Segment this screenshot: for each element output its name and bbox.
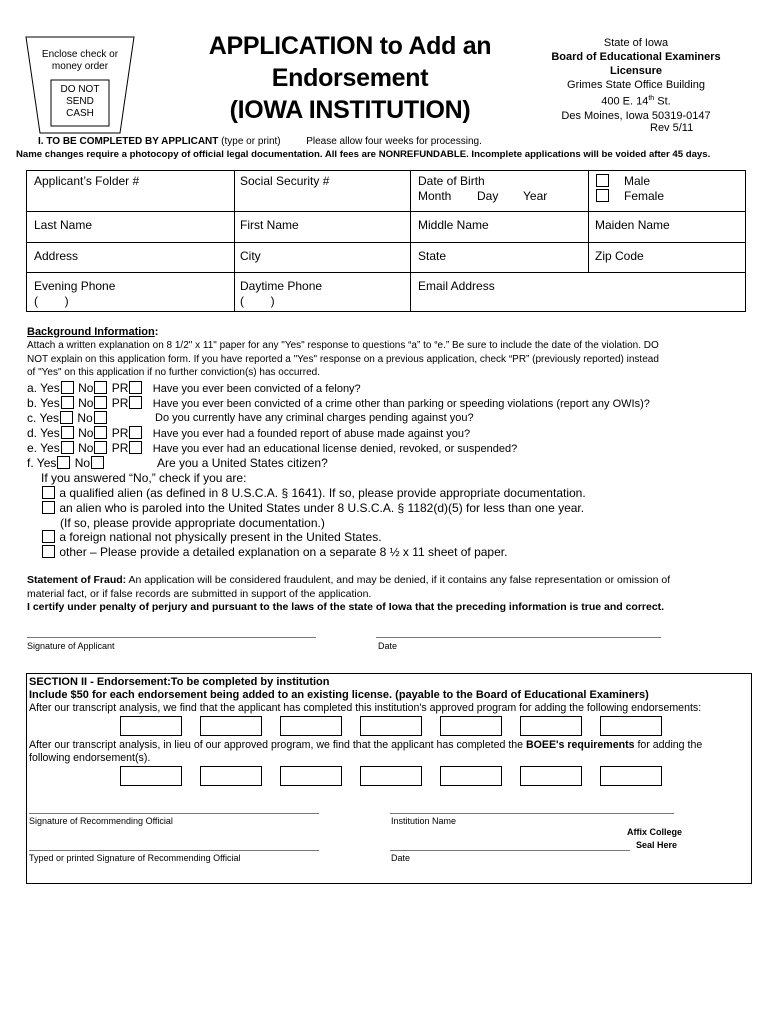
email-field[interactable]: Email Address	[418, 279, 495, 293]
boee-endorsement-box-4[interactable]	[360, 766, 422, 786]
badge-inner-3: CASH	[66, 108, 94, 119]
section2-title: SECTION II - Endorsement:To be completed by institution	[29, 676, 330, 688]
question-a: a. Yes No PR Have you ever been convicted of a felony?	[27, 381, 361, 395]
dob-day[interactable]: Day	[477, 189, 499, 203]
official-signature-line[interactable]	[29, 813, 319, 814]
background-heading: Background Information:	[27, 326, 159, 338]
question-f: f. Yes No	[27, 456, 105, 470]
section2-transcript-1: After our transcript analysis, we find that the applicant has completed this institution's approved program for adding the following endorsements:	[29, 702, 702, 714]
q-e-no-checkbox[interactable]	[94, 441, 107, 454]
address-field[interactable]: Address	[34, 249, 79, 263]
q-e-pr-checkbox[interactable]	[129, 441, 142, 454]
if-no-heading: If you answered “No,” check if you are:	[41, 471, 247, 485]
boee-endorsement-box-6[interactable]	[520, 766, 582, 786]
agency-building: Grimes State Office Building	[567, 79, 705, 91]
page-title	[190, 30, 510, 126]
option-paroled-alien: an alien who is paroled into the United States under 8 U.S.C.A. § 1182(d)(5) for less than one year.	[41, 501, 584, 515]
revision-label: Rev 5/11	[650, 122, 694, 134]
endorsement-box-3[interactable]	[280, 716, 342, 736]
option-qualified-alien: a qualified alien (as defined in 8 U.S.C.A. § 1641). If so, please provide appropriate documentation.	[41, 486, 586, 500]
boee-endorsement-box-1[interactable]	[120, 766, 182, 786]
title-line-3: (IOWA INSTITUTION)	[229, 96, 471, 124]
dob-label: Date of Birth	[418, 174, 485, 188]
badge-line-1: Enclose check or	[41, 49, 119, 60]
background-instructions: Attach a written explanation on 8 1/2" x 11" paper for any "Yes" response to questions “a” to “e.” Be sure to include the date of the violation. DO NOT explain on this application form. If you have reported a "Yes" response on a previous application, check “PR” (previously reported) instead of "Yes" on this application if no further conviction(s) has occurred.	[27, 340, 659, 378]
seal-label-2: Seal Here	[635, 840, 677, 850]
q-b-yes-checkbox[interactable]	[61, 396, 74, 409]
fraud-statement: Statement of Fraud: An application will be considered fraudulent, and may be denied, if it contains any false representation or omission of material fact, or if false records are submitted in support of the application. I certify under penalty of perjury and pursuant to the laws of the state of Iowa that the preceding information is true and correct.	[27, 574, 671, 613]
last-name-field[interactable]: Last Name	[34, 218, 93, 232]
seal-label-1: Affix College	[626, 827, 682, 837]
institution-name-line[interactable]	[390, 813, 674, 814]
applicant-date-label: Date	[378, 641, 398, 651]
boee-endorsement-box-2[interactable]	[200, 766, 262, 786]
endorsement-box-2[interactable]	[200, 716, 262, 736]
zip-field[interactable]: Zip Code	[595, 249, 644, 263]
male-option[interactable]: Male	[595, 174, 650, 189]
agency-state: State of Iowa	[603, 37, 669, 49]
typed-signature-line[interactable]	[29, 850, 319, 851]
q-f-no-checkbox[interactable]	[91, 456, 104, 469]
evening-phone-field[interactable]: ( )	[34, 294, 69, 308]
option-paroled-cont: (If so, please provide appropriate documentation.)	[60, 516, 325, 530]
question-c-text: Do you currently have any criminal charges pending against you?	[155, 412, 474, 424]
q-c-yes-checkbox[interactable]	[60, 411, 73, 424]
q-a-no-checkbox[interactable]	[94, 381, 107, 394]
q-b-no-checkbox[interactable]	[94, 396, 107, 409]
female-option[interactable]: Female	[595, 189, 664, 204]
option-other: other – Please provide a detailed explanation on a separate 8 ½ x 11 sheet of paper.	[41, 545, 507, 559]
q-d-yes-checkbox[interactable]	[61, 426, 74, 439]
q-a-pr-checkbox[interactable]	[129, 381, 142, 394]
ssn-field[interactable]: Social Security #	[240, 174, 330, 188]
other-checkbox[interactable]	[42, 545, 55, 558]
agency-street: 400 E. 14th St.	[601, 95, 671, 108]
dob-month[interactable]: Month	[418, 189, 452, 203]
section2-date-label: Date	[391, 853, 411, 863]
boee-endorsement-box-5[interactable]	[440, 766, 502, 786]
folder-field[interactable]: Applicant’s Folder #	[34, 174, 140, 188]
female-checkbox[interactable]	[596, 189, 609, 202]
q-c-no-checkbox[interactable]	[94, 411, 107, 424]
q-b-pr-checkbox[interactable]	[129, 396, 142, 409]
question-c: c. Yes No	[27, 411, 108, 425]
processing-note: Please allow four weeks for processing.	[306, 136, 482, 147]
city-field[interactable]: City	[240, 249, 261, 263]
boee-endorsement-box-3[interactable]	[280, 766, 342, 786]
boee-endorsement-box-7[interactable]	[600, 766, 662, 786]
question-b: b. Yes No PR Have you ever been convicted of a crime other than parking or speeding violations (report any OWIs)?	[27, 396, 650, 410]
payment-notice-badge	[24, 35, 136, 135]
question-e: e. Yes No PR Have you ever had an educational license denied, revoked, or suspended?	[27, 441, 518, 455]
badge-line-2: money order	[51, 61, 109, 72]
dob-year[interactable]: Year	[523, 189, 548, 203]
fees-note: Name changes require a photocopy of official legal documentation. All fees are NONREFUNDABLE. Incomplete applications will be voided after 45 days.	[16, 149, 711, 160]
applicant-date-line[interactable]	[376, 637, 661, 638]
applicant-signature-line[interactable]	[27, 637, 316, 638]
applicant-signature-label: Signature of Applicant	[27, 641, 115, 651]
endorsement-box-7[interactable]	[600, 716, 662, 736]
evening-phone-label: Evening Phone	[34, 279, 116, 293]
q-f-yes-checkbox[interactable]	[57, 456, 70, 469]
agency-board: Board of Educational Examiners	[551, 51, 721, 63]
institution-name-label: Institution Name	[391, 816, 457, 826]
q-d-pr-checkbox[interactable]	[129, 426, 142, 439]
official-signature-label: Signature of Recommending Official	[29, 816, 173, 826]
endorsement-box-4[interactable]	[360, 716, 422, 736]
male-checkbox[interactable]	[596, 174, 609, 187]
daytime-phone-field[interactable]: ( )	[240, 294, 275, 308]
agency-licensure: Licensure	[610, 65, 662, 77]
paroled-alien-checkbox[interactable]	[42, 501, 55, 514]
endorsement-box-1[interactable]	[120, 716, 182, 736]
section2-date-line[interactable]	[390, 850, 630, 851]
section2-fee: Include $50 for each endorsement being added to an existing license. (payable to the Board of Educational Examiners)	[29, 689, 649, 701]
badge-inner-2: SEND	[66, 96, 94, 107]
agency-city: Des Moines, Iowa 50319-0147	[561, 109, 711, 122]
q-d-no-checkbox[interactable]	[94, 426, 107, 439]
qualified-alien-checkbox[interactable]	[42, 486, 55, 499]
title-line-1: APPLICATION to Add an	[208, 32, 492, 60]
option-foreign-national: a foreign national not physically present in the United States.	[41, 530, 382, 544]
section1-instruction: I. TO BE COMPLETED BY APPLICANT (type or print) Please allow four weeks for processing.	[38, 136, 482, 147]
typed-signature-label: Typed or printed Signature of Recommending Official	[29, 853, 241, 863]
question-d: d. Yes No PR Have you ever had a founded report of abuse made against you?	[27, 426, 471, 440]
endorsement-box-5[interactable]	[440, 716, 502, 736]
section2-transcript-2: After our transcript analysis, in lieu of our approved program, we find that the applicant has completed the BOEE's requirements for adding the following endorsement(s).	[29, 739, 703, 764]
applicant-info-grid	[26, 170, 746, 312]
agency-header	[536, 36, 736, 123]
badge-inner-1: DO NOT	[60, 84, 100, 95]
endorsement-box-6[interactable]	[520, 716, 582, 736]
section-2-endorsement	[26, 673, 752, 884]
first-name-field[interactable]: First Name	[240, 218, 299, 232]
q-e-yes-checkbox[interactable]	[61, 441, 74, 454]
q-a-yes-checkbox[interactable]	[61, 381, 74, 394]
maiden-name-field[interactable]: Maiden Name	[595, 218, 670, 232]
title-line-2: Endorsement	[271, 64, 429, 92]
foreign-national-checkbox[interactable]	[42, 530, 55, 543]
state-field[interactable]: State	[418, 249, 447, 263]
middle-name-field[interactable]: Middle Name	[418, 218, 489, 232]
daytime-phone-label: Daytime Phone	[240, 279, 323, 293]
question-f-text: Are you a United States citizen?	[157, 456, 328, 470]
